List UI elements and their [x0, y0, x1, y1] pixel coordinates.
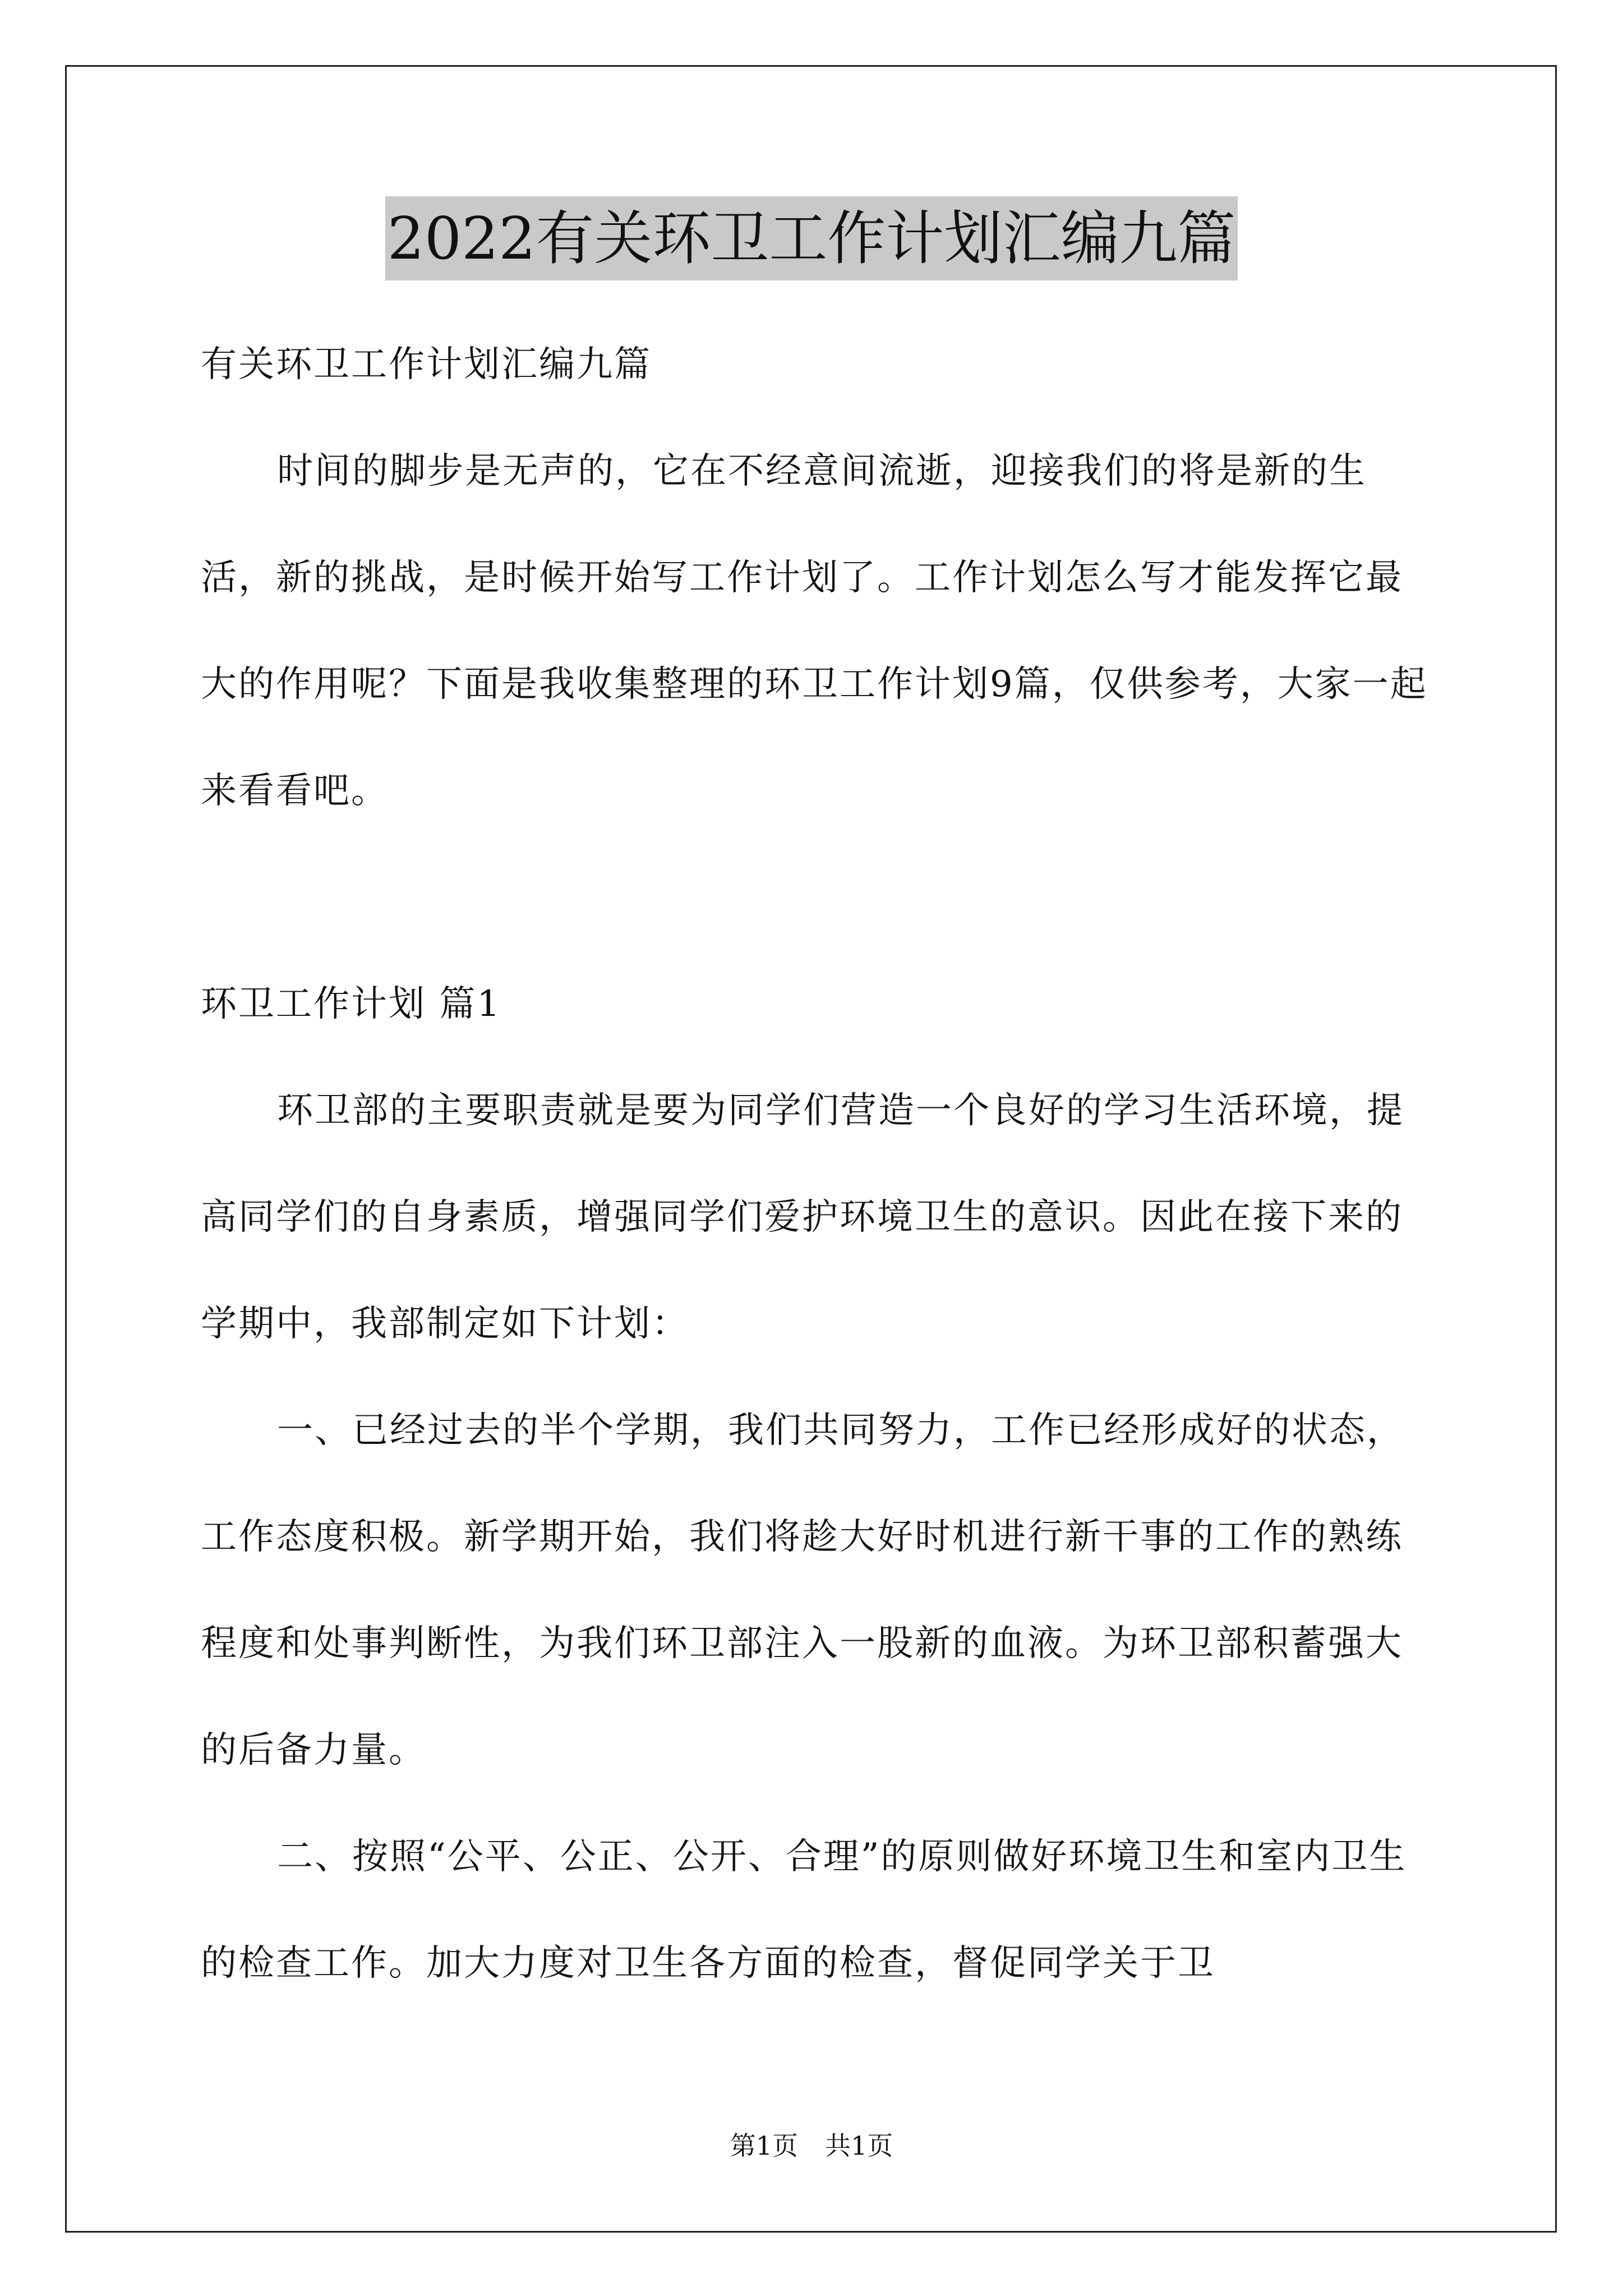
document-body [201, 311, 1435, 2017]
body-paragraph: 二、按照“公平、公正、公开、合理”的原则做好环境卫生和室内卫生的检查工作。加大力度对卫生各方面的检查，督促同学关于卫 [201, 1836, 1407, 1984]
document-title [0, 196, 1623, 280]
page-number-total: 共1页 [825, 2131, 893, 2161]
intro-paragraph: 时间的脚步是无声的，它在不经意间流逝，迎接我们的将是新的生活，新的挑战，是时候开始写工作计划了。工作计划怎么写才能发挥它最大的作用呢？下面是我收集整理的环卫工作计划9篇，仅供参考，大家一起来看看吧。 [201, 450, 1428, 812]
section-heading: 环卫工作计划 篇1 [201, 983, 502, 1025]
document-subtitle: 有关环卫工作计划汇编九篇 [201, 344, 652, 385]
page-footer [0, 2129, 1623, 2162]
document-title-text: 2022有关环卫工作计划汇编九篇 [385, 196, 1238, 280]
paragraph-gap [201, 844, 1435, 951]
page-number-current: 第1页 [730, 2131, 798, 2161]
body-paragraph: 一、已经过去的半个学期，我们共同努力，工作已经形成好的状态，工作态度积极。新学期开始，我们将趁大好时机进行新干事的工作的熟练程度和处事判断性，为我们环卫部注入一股新的血液。为环卫部积蓄强大的后备力量。 [201, 1410, 1404, 1771]
body-paragraph: 环卫部的主要职责就是要为同学们营造一个良好的学习生活环境，提高同学们的自身素质，增强同学们爱护环境卫生的意识。因此在接下来的学期中，我部制定如下计划： [201, 1090, 1404, 1345]
